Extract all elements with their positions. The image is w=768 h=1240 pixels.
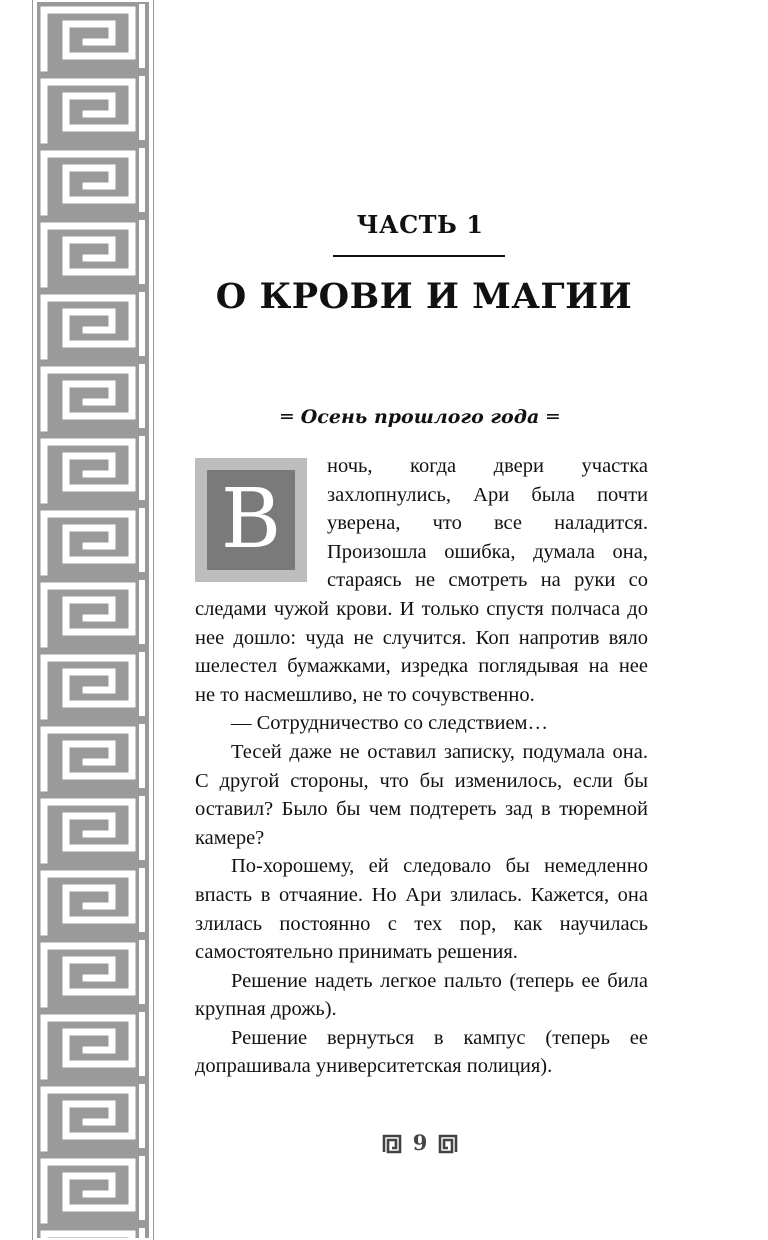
drop-cap	[195, 458, 307, 582]
paragraph: Тесей даже не оставил записку, подумала она. С другой стороны, что бы изменилось, если бы оставил? Было бы чем подтереть зад в тюремной камере?	[195, 740, 648, 849]
body-text	[195, 452, 648, 1081]
page-number: 9	[412, 1130, 428, 1155]
paragraph: ночь, когда двери участка захлопнулись, Ари была почти уверена, что все наладится. Произошла ошибка, думала она, стараясь не смотреть на руки со следами чужой крови. И только спустя полчаса до нее дошло: чуда не случится. Коп напротив вяло шелестел бумажками, изредка поглядывая на нее не то насмешливо, не то сочувственно.	[195, 455, 648, 706]
paragraph: Решение надеть легкое пальто (теперь ее била крупная дрожь).	[195, 969, 648, 1021]
paragraph: — Сотрудничество со следствием…	[231, 712, 549, 735]
chapter-title: О КРОВИ И МАГИИ	[215, 276, 633, 317]
part-label: ЧАСТЬ 1	[356, 210, 484, 239]
subheading-ornament-right: ═	[547, 406, 559, 428]
subheading-text: Осень прошлого года	[300, 406, 540, 428]
paragraph: Решение вернуться в кампус (теперь ее допрашивала университетская полиция).	[195, 1026, 648, 1078]
drop-cap-letter: В	[207, 470, 295, 570]
paragraph: По-хорошему, ей следовало бы немедленно впасть в отчаяние. Но Ари злилась. Кажется, она злилась постоянно с тех пор, как научилась самостоятельно принимать решения.	[195, 855, 648, 964]
greek-key-ornament-icon	[382, 1134, 402, 1154]
subheading-ornament-left: ═	[281, 406, 293, 428]
greek-key-ornament-icon	[438, 1134, 458, 1154]
page-footer	[380, 1130, 460, 1160]
greek-key-border-icon	[32, 0, 154, 1240]
part-divider-rule	[333, 255, 505, 257]
greek-key-border	[32, 0, 154, 1240]
section-subheading	[200, 406, 640, 428]
